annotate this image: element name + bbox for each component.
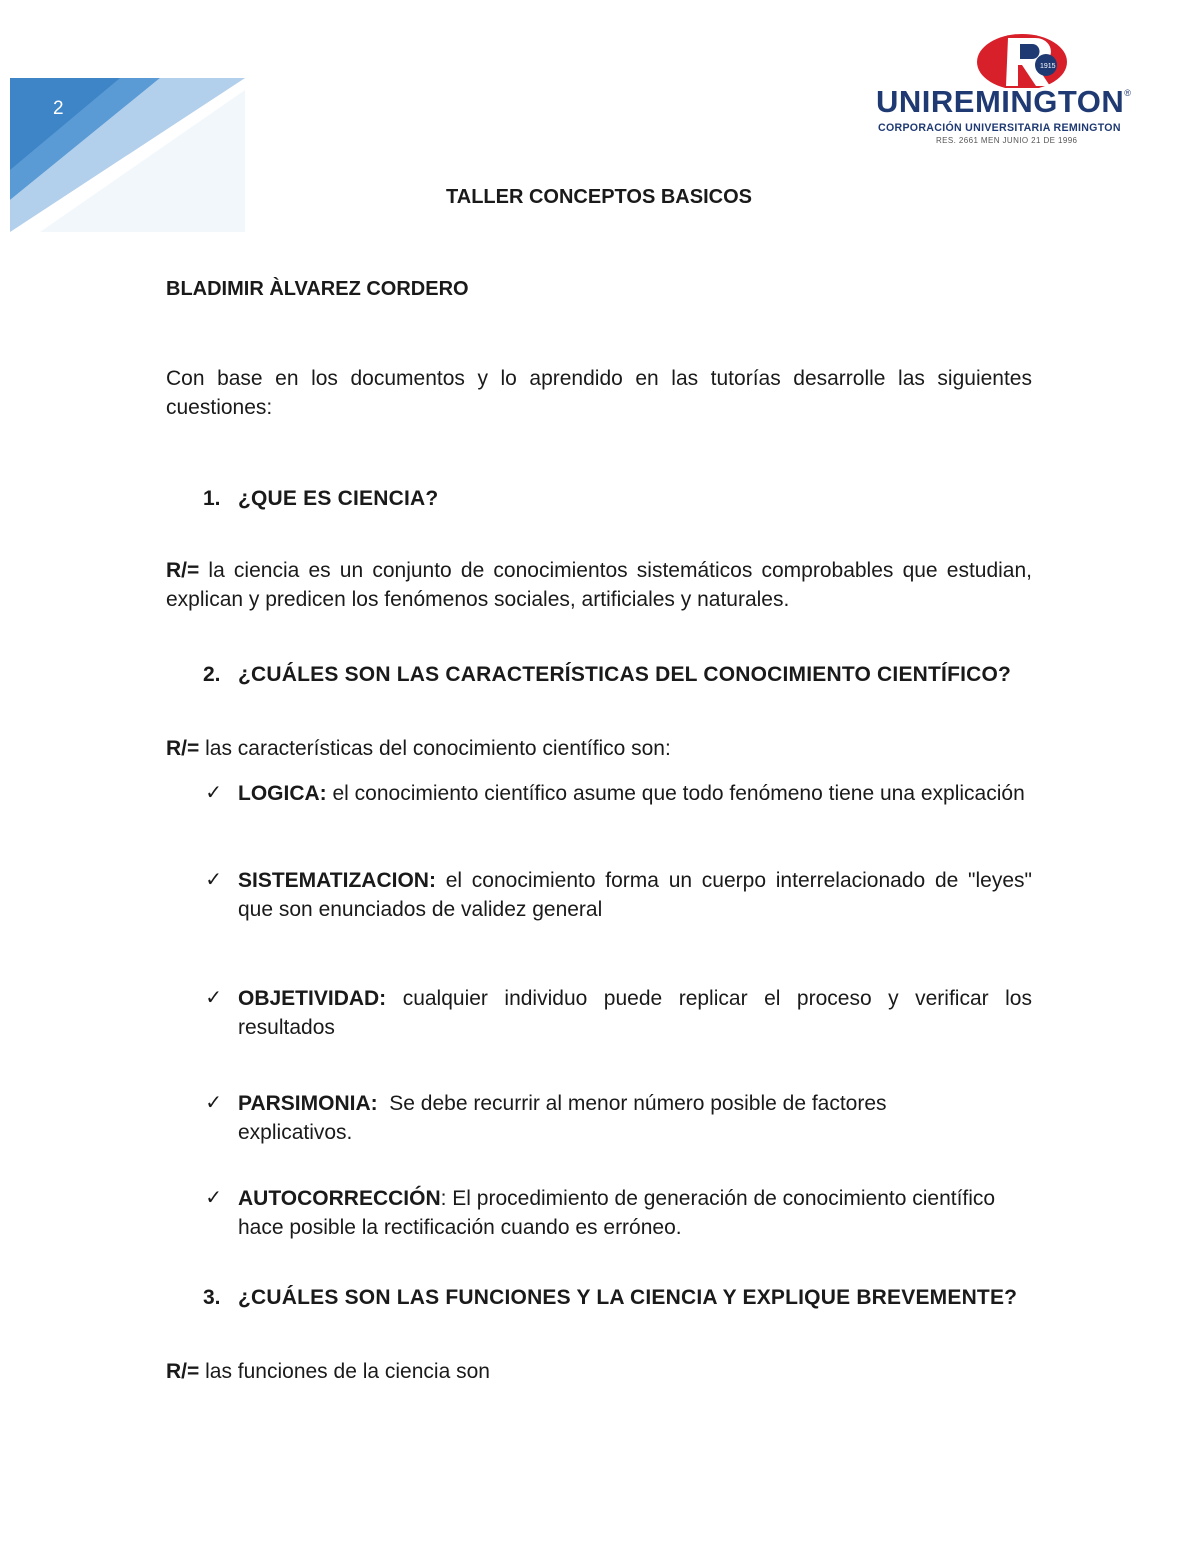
uniremington-logo bbox=[870, 18, 1170, 148]
logo-emblem bbox=[870, 18, 1170, 88]
characteristic-text: el conocimiento forma un cuerpo interrelacionado de "leyes" que son enunciados de validez general bbox=[238, 869, 1032, 921]
answer-text: las funciones de la ciencia son bbox=[199, 1360, 490, 1383]
answer-prefix: R/= bbox=[166, 737, 200, 760]
characteristic-term: OBJETIVIDAD: bbox=[238, 987, 387, 1010]
answer-prefix: R/= bbox=[166, 559, 200, 582]
answer-2 bbox=[166, 734, 1032, 763]
author-name: BLADIMIR ÀLVAREZ CORDERO bbox=[166, 278, 469, 300]
page-number: 2 bbox=[53, 98, 64, 119]
check-icon: ✓ bbox=[205, 1092, 222, 1114]
check-icon: ✓ bbox=[205, 1187, 222, 1209]
document-title: TALLER CONCEPTOS BASICOS bbox=[446, 186, 752, 208]
question-2 bbox=[166, 660, 1032, 689]
check-icon: ✓ bbox=[205, 869, 222, 891]
logo-resolution: RES. 2661 MEN JUNIO 21 DE 1996 bbox=[936, 136, 1078, 145]
answer-prefix: R/= bbox=[166, 1360, 200, 1383]
characteristic-item bbox=[166, 1089, 1032, 1147]
question-number: 1. bbox=[203, 487, 221, 510]
intro-paragraph: Con base en los documentos y lo aprendido en las tutorías desarrolle las siguientes cuestiones: bbox=[166, 367, 1032, 419]
characteristic-item bbox=[166, 984, 1032, 1042]
characteristic-text: el conocimiento científico asume que todo fenómeno tiene una explicación bbox=[326, 782, 1025, 805]
characteristic-text: Se debe recurrir al menor número posible de factores explicativos. bbox=[238, 1092, 893, 1144]
characteristic-term: LOGICA: bbox=[238, 782, 327, 805]
logo-name: UNIREMINGTON® bbox=[876, 84, 1132, 119]
corner-decoration bbox=[0, 0, 260, 250]
logo-year: 1915 bbox=[1040, 63, 1056, 70]
question-number: 2. bbox=[203, 663, 221, 686]
question-text: ¿QUE ES CIENCIA? bbox=[238, 487, 439, 510]
characteristic-item bbox=[166, 866, 1032, 924]
check-icon: ✓ bbox=[205, 987, 222, 1009]
answer-text: las características del conocimiento científico son: bbox=[199, 737, 671, 760]
characteristic-term: PARSIMONIA: bbox=[238, 1092, 378, 1115]
answer-1 bbox=[166, 556, 1032, 614]
question-3 bbox=[166, 1283, 1032, 1312]
characteristic-term: AUTOCORRECCIÓN bbox=[238, 1187, 441, 1210]
answer-3 bbox=[166, 1357, 1032, 1386]
question-text: ¿CUÁLES SON LAS CARACTERÍSTICAS DEL CONOCIMIENTO CIENTÍFICO? bbox=[238, 663, 1012, 686]
characteristic-text: : El procedimiento de generación de conocimiento científico hace posible la rectificación cuando es erróneo. bbox=[238, 1187, 996, 1239]
characteristic-text: cualquier individuo puede replicar el proceso y verificar los resultados bbox=[238, 987, 1032, 1039]
characteristic-item bbox=[166, 1184, 1032, 1242]
question-number: 3. bbox=[203, 1286, 221, 1309]
question-1 bbox=[166, 484, 1032, 513]
logo-subtitle: CORPORACIÓN UNIVERSITARIA REMINGTON bbox=[878, 122, 1121, 134]
characteristic-term: SISTEMATIZACION: bbox=[238, 869, 436, 892]
answer-text: la ciencia es un conjunto de conocimientos sistemáticos comprobables que estudian, explican y predicen los fenómenos sociales, artificiales y naturales. bbox=[166, 559, 1032, 611]
logo-registered: ® bbox=[1124, 88, 1132, 98]
question-text: ¿CUÁLES SON LAS FUNCIONES Y LA CIENCIA Y EXPLIQUE BREVEMENTE? bbox=[238, 1286, 1018, 1309]
check-icon: ✓ bbox=[205, 782, 222, 804]
characteristic-item bbox=[166, 779, 1032, 808]
